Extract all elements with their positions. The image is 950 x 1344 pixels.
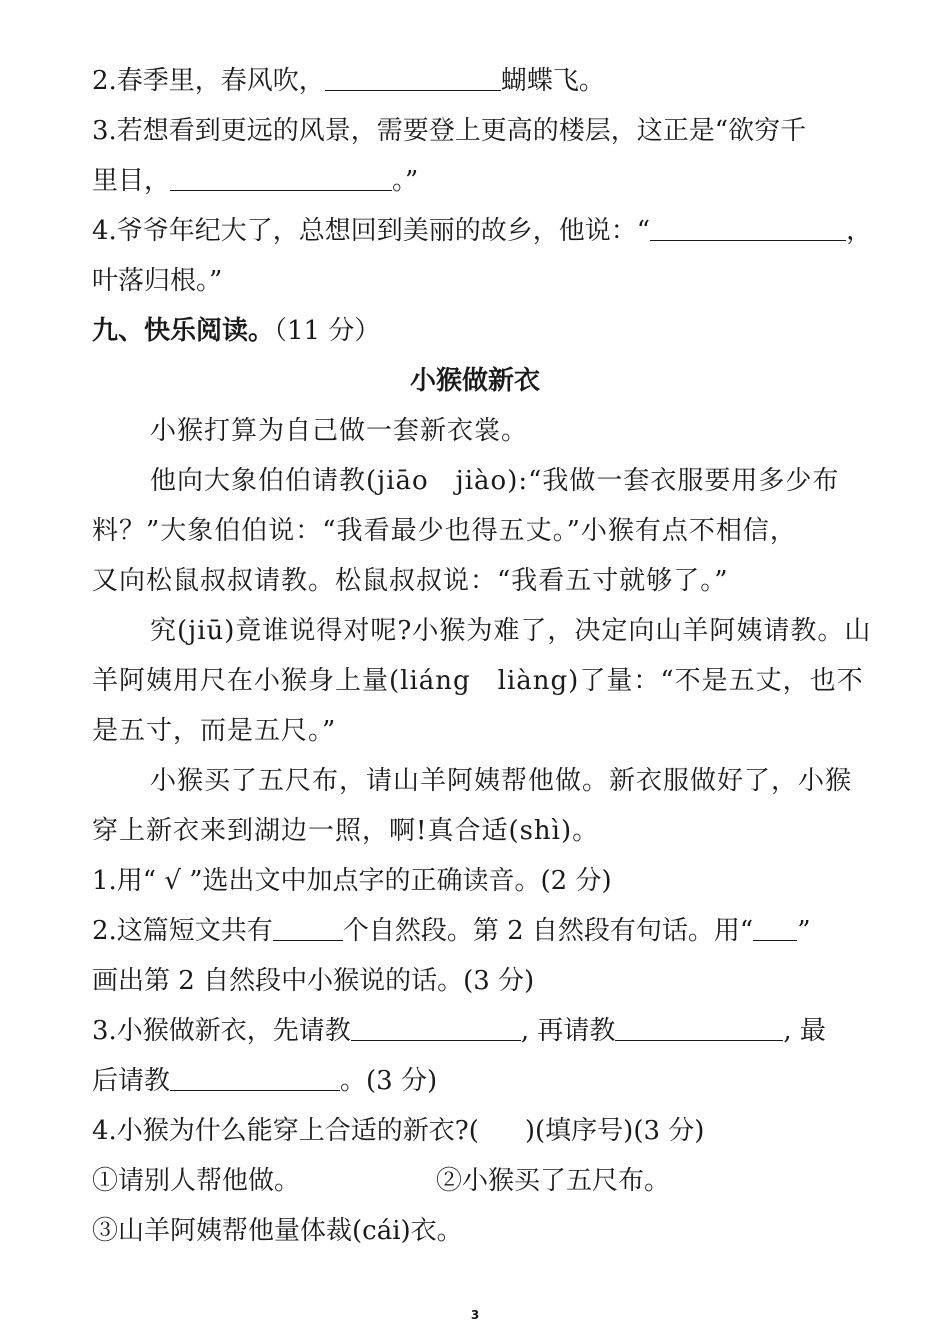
q-text: 4.小猴为什么能穿上合适的新衣?( [92, 1116, 479, 1146]
q-text: 3.小猴做新衣，先请教 [92, 1016, 351, 1046]
story-title: 小猴做新衣 [409, 366, 540, 396]
question-2-line-2: 画出第 2 自然段中小猴说的话。(3 分) [92, 966, 535, 996]
story-paragraph-2-line-2: 料？”大象伯伯说：“我看最少也得五丈。”小猴有点不相信， [92, 516, 797, 546]
answer-blank[interactable] [650, 216, 846, 241]
answer-blank[interactable] [170, 1066, 340, 1091]
q-text: ” [797, 916, 811, 946]
answer-blank[interactable] [325, 66, 501, 91]
story-paragraph-1: 小猴打算为自己做一套新衣裳。 [150, 416, 529, 446]
q4-text: 4.爷爷年纪大了，总想回到美丽的故乡，他说：“ [92, 216, 651, 246]
q3-text-2: 里目， [92, 166, 171, 196]
q2-text-end: 蝴蝶飞。 [500, 66, 605, 96]
fill-in-q2 [92, 64, 892, 98]
answer-blank[interactable] [351, 1016, 521, 1041]
story-paragraph-4-line-2: 穿上新衣来到湖边一照，啊!真合适(shì)。 [92, 816, 600, 846]
q2-text: 2.春季里，春风吹， [92, 66, 325, 96]
q3-text: 3.若想看到更远的风景，需要登上更高的楼层，这正是“欲穷千 [92, 116, 807, 146]
story-paragraph-3-line-2: 羊阿姨用尺在小猴身上量(liáng liàng)了量：“不是五丈，也不 [92, 666, 864, 696]
q-text: 个自然段。第 2 自然段有句话。用“ [342, 916, 754, 946]
q-text: , 最 [783, 1016, 826, 1046]
section-points: （11 分） [274, 316, 381, 346]
option-1: ①请别人帮他做。 [92, 1166, 301, 1196]
q-text: )(填序号)(3 分) [524, 1116, 705, 1146]
fill-in-q4 [92, 214, 892, 248]
story-paragraph-2-line-3: 又向松鼠叔叔请教。松鼠叔叔说：“我看五寸就够了。” [92, 566, 729, 596]
fill-in-q3-line2 [92, 164, 892, 198]
question-4-options [92, 1164, 892, 1198]
option-2: ②小猴买了五尺布。 [436, 1166, 671, 1196]
answer-blank[interactable] [273, 916, 343, 941]
story-paragraph-3-line-3: 是五寸，而是五尺。” [92, 716, 337, 746]
fill-in-q3 [92, 114, 892, 148]
q-text: 后请教 [92, 1066, 171, 1096]
q-text: 2.这篇短文共有 [92, 916, 273, 946]
question-1: 1.用“ √ ”选出文中加点字的正确读音。(2 分) [92, 866, 612, 896]
question-3-line-2 [92, 1064, 892, 1098]
underline-sample [753, 916, 797, 941]
story-paragraph-4-line-1: 小猴买了五尺布，请山羊阿姨帮他做。新衣服做好了，小猴 [150, 766, 853, 796]
section-title: 九、快乐阅读。 [92, 316, 275, 346]
question-3 [92, 1014, 892, 1048]
answer-blank[interactable] [615, 1016, 783, 1041]
story-paragraph-2-line-1: 他向大象伯伯请教(jiāo jiào):“我做一套衣服要用多少布 [150, 466, 840, 496]
story-paragraph-3-line-1: 究(jiū)竟谁说得对呢?小猴为难了，决定向山羊阿姨请教。山 [150, 616, 872, 646]
q-text: , 再请教 [520, 1016, 616, 1046]
q4-text-2: 叶落归根。” [92, 266, 223, 296]
q3-text-end: 。” [392, 166, 419, 196]
section-heading [92, 314, 892, 348]
page-number: 3 [470, 1308, 480, 1322]
question-4 [92, 1114, 892, 1148]
q4-text-comma: ， [846, 216, 873, 246]
question-2 [92, 914, 892, 948]
fill-in-q4-line2 [92, 264, 892, 298]
q-text: 。(3 分) [340, 1066, 438, 1096]
question-4-option-3: ③山羊阿姨帮他量体裁(cái)衣。 [92, 1216, 463, 1246]
answer-blank[interactable] [170, 166, 392, 191]
